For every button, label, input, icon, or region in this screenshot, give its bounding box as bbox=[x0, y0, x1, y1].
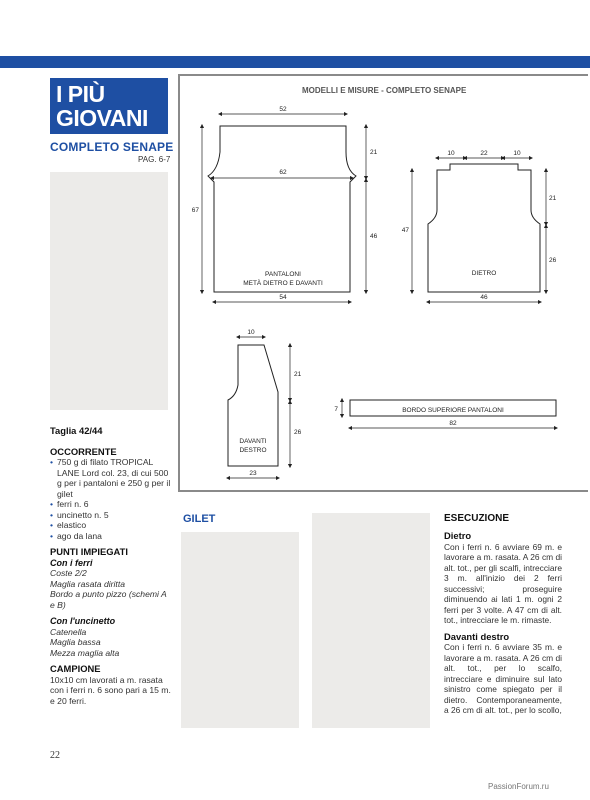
dietro-top-c: 10 bbox=[513, 150, 521, 157]
dietro-upper-dim: 21 bbox=[549, 195, 557, 202]
dietro-height-dim: 47 bbox=[401, 227, 409, 234]
davanti-lower-dim: 26 bbox=[294, 429, 302, 436]
size-label: Taglia 42/44 bbox=[50, 425, 103, 436]
stitch-item: Maglia rasata diritta bbox=[50, 578, 125, 589]
dietro-top-a: 10 bbox=[447, 150, 455, 157]
stitch-item: Mezza maglia alta bbox=[50, 647, 120, 658]
material-item: • ferri n. 6 bbox=[50, 499, 172, 510]
pantaloni-bottom-dim: 54 bbox=[279, 294, 287, 301]
page-reference: PAG. 6-7 bbox=[138, 155, 171, 164]
dietro-instructions: Con i ferri n. 6 avviare 69 m. e lavorare a m. rasata. A 26 cm di alt. tot., per gli scalfi, intrecciare 3 m. all'inizio dei 2 ferri successivi; proseguire diminuendo ai lati 1 m. ogni 2 ferri per 3 volte. A 47 cm di alt. tot., intrecciare le m. rimaste. bbox=[444, 541, 562, 625]
pantaloni-lower-dim: 46 bbox=[370, 233, 378, 240]
material-item: • uncinetto n. 5 bbox=[50, 510, 172, 521]
page-number: 22 bbox=[50, 750, 60, 761]
execution-title: ESECUZIONE bbox=[444, 513, 510, 524]
pantaloni-top-dim: 52 bbox=[279, 106, 287, 113]
execution-text bbox=[444, 531, 562, 716]
pantaloni-label: PANTALONI bbox=[265, 271, 301, 278]
davanti-sublabel: DESTRO bbox=[239, 447, 267, 454]
gilet-title: GILET bbox=[183, 513, 216, 525]
badge-line-1: I PIÙ bbox=[56, 81, 105, 107]
dietro-subtitle: Dietro bbox=[444, 530, 472, 541]
davanti-instructions: Con i ferri n. 6 avviare 35 m. e lavorare a m. rasata. A 26 cm di alt. tot., per lo scalfo, intrecciare e diminuire sul lato sinistro come spiegato per il dietro. Contemporaneamente, a 26 cm di alt. tot., per lo scollo, bbox=[444, 642, 562, 715]
ferri-subtitle: Con i ferri bbox=[50, 557, 93, 568]
bordo-height-dim: 7 bbox=[334, 406, 338, 413]
stitch-item: Catenella bbox=[50, 626, 87, 637]
pantaloni-height-dim: 67 bbox=[191, 207, 199, 214]
occorrente-title: OCCORRENTE bbox=[50, 445, 117, 457]
dietro-label: DIETRO bbox=[471, 270, 497, 277]
pantaloni-diagram bbox=[192, 106, 378, 302]
section-title: COMPLETO SENAPE bbox=[50, 140, 174, 154]
diagram-title: MODELLI E MISURE - COMPLETO SENAPE bbox=[302, 86, 467, 95]
davanti-diagram bbox=[228, 329, 302, 478]
stitch-item: Coste 2/2 bbox=[50, 568, 87, 578]
davanti-label: DAVANTI bbox=[239, 438, 267, 445]
dietro-diagram bbox=[402, 150, 557, 302]
uncinetto-subtitle: Con l'uncinetto bbox=[50, 616, 116, 626]
bordo-label: BORDO SUPERIORE PANTALONI bbox=[402, 407, 504, 414]
stitch-item: Maglia bassa bbox=[50, 637, 101, 647]
campione-text: 10x10 cm lavorati a m. rasata con i ferri n. 6 sono pari a 15 m. e 20 ferri. bbox=[50, 674, 171, 706]
badge-line-2: GIOVANI bbox=[56, 105, 148, 131]
material-item: • ago da lana bbox=[50, 531, 172, 542]
dietro-lower-dim: 26 bbox=[549, 257, 557, 264]
watermark: PassionForum.ru bbox=[488, 782, 549, 791]
dietro-bottom-dim: 46 bbox=[480, 294, 488, 301]
stitch-item: Bordo a punto pizzo (schemi A e B) bbox=[50, 589, 167, 610]
pantaloni-mid-dim: 62 bbox=[279, 169, 287, 176]
gilet-back-photo bbox=[312, 513, 430, 728]
davanti-upper-dim: 21 bbox=[294, 371, 302, 378]
pantaloni-sublabel: METÀ DIETRO E DAVANTI bbox=[243, 280, 323, 287]
material-item: • elastico bbox=[50, 520, 172, 531]
bordo-diagram bbox=[334, 400, 556, 428]
davanti-subtitle: Davanti destro bbox=[444, 630, 510, 642]
material-item: • 750 g di filato TROPICAL LANE Lord col. 23, di cui 500 g per i pantaloni e 250 g per il gilet bbox=[50, 457, 172, 499]
bordo-width-dim: 82 bbox=[449, 420, 457, 427]
punti-title: PUNTI IMPIEGATI bbox=[50, 546, 128, 557]
davanti-top-dim: 10 bbox=[247, 329, 255, 336]
campione-title: CAMPIONE bbox=[50, 663, 101, 674]
gilet-front-photo bbox=[181, 532, 299, 728]
dietro-top-b: 22 bbox=[480, 150, 488, 157]
pantaloni-upper-dim: 21 bbox=[370, 149, 378, 156]
davanti-bottom-dim: 23 bbox=[249, 470, 257, 477]
